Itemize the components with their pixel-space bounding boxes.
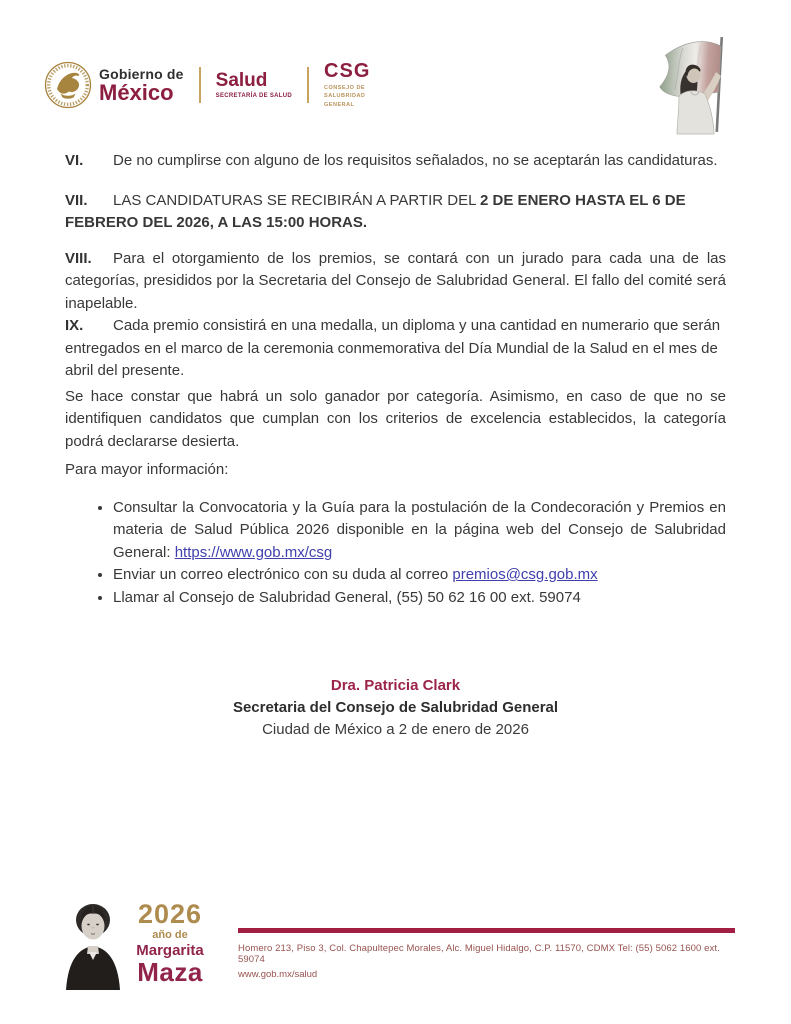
clause-ix-text: Cada premio consistirá en una medalla, un diploma y una cantidad en numerario que serán entregados en el marco de la ceremonia conmemorativa del Día Mundial de la Salud en el mes de abril del presente. [65, 317, 721, 379]
clause-viii-text: Para el otorgamiento de los premios, se contará con un jurado para cada una de las categorías, presididos por la Secretaria del Consejo de Salubridad General. El fallo del comité será inapelable. [65, 249, 726, 312]
clause-ix [65, 315, 726, 383]
gobierno-de-mexico-wordmark [99, 67, 184, 104]
mexico-coat-of-arms-icon [44, 60, 92, 110]
list-item [113, 564, 726, 587]
clause-vi-text: De no cumplirse con alguno de los requisitos señalados, no se aceptarán las candidaturas. [113, 152, 718, 169]
margarita-maza-portrait [58, 896, 128, 990]
bullet-text: Enviar un correo electrónico con su duda al correo [113, 566, 453, 583]
footer-divider-rule [238, 928, 735, 933]
list-item [113, 587, 726, 610]
gob-mx-csg-link[interactable]: https://www.gob.mx/csg [174, 543, 333, 561]
csg-logo [324, 61, 394, 109]
margarita-label: Margarita [136, 942, 204, 959]
footer-contact-block [238, 928, 735, 980]
signature-block [65, 675, 726, 741]
info-bullet-list [65, 497, 726, 610]
logo-divider [307, 67, 309, 103]
clause-ix-numeral: IX. [65, 317, 84, 334]
salud-logo [216, 71, 292, 99]
year-label: 2026 [137, 899, 203, 929]
clause-vi [65, 150, 726, 173]
clause-vii-numeral: VII. [65, 191, 88, 209]
csg-subtitle-line1: CONSEJO DE SALUBRIDAD [324, 85, 366, 100]
more-info-heading: Para mayor información: [65, 461, 229, 478]
gobierno-de-label: Gobierno de [99, 65, 184, 82]
csg-title: CSG [324, 60, 371, 83]
maza-year-logo [128, 901, 212, 985]
bullet-text: Llamar al Consejo de Salubridad General, (55) 50 62 16 00 ext. 59074 [113, 588, 581, 606]
csg-subtitle [324, 84, 394, 109]
clause-vii-text: LAS CANDIDATURAS SE RECIBIRÁN A PARTIR DEL [113, 191, 481, 209]
csg-subtitle-line2: GENERAL [324, 101, 355, 108]
premios-email-link[interactable]: premios@csg.gob.mx [452, 566, 598, 583]
clause-vi-numeral: VI. [65, 152, 84, 169]
clause-vii [65, 190, 726, 235]
clause-vii-deadline: 2 DE ENERO HASTA EL 6 DE FEBRERO DEL 2026, A LAS 15:00 HORAS. [65, 191, 686, 231]
salud-subtitle: SECRETARÍA DE SALUD [215, 93, 293, 99]
signer-title: Secretaria del Consejo de Salubridad General [232, 699, 559, 716]
document-body [65, 150, 726, 741]
clause-viii-numeral: VIII. [65, 249, 92, 267]
woman-with-flag-illustration [651, 34, 747, 136]
year-caption: año de [152, 929, 188, 941]
maza-label: Maza [137, 957, 203, 987]
footer-website: www.gob.mx/salud [238, 969, 318, 980]
logo-divider [199, 67, 201, 103]
list-item [113, 497, 726, 565]
footer-address: Homero 213, Piso 3, Col. Chapultepec Morales, Alc. Miguel Hidalgo, C.P. 11570, CDMX Tel: (55) 5062 1600 ext. 59074 [238, 943, 720, 965]
mexico-label: México [99, 79, 174, 105]
bullet-text: Consultar la Convocatoria y la Guía para la postulación de la Condecoración y Premios en materia de Salud Pública 2026 disponible en la página web del Consejo de Salubridad General: [113, 498, 726, 561]
salud-title: Salud [215, 70, 268, 91]
signature-place-date: Ciudad de México a 2 de enero de 2026 [262, 721, 529, 738]
signer-name: Dra. Patricia Clark [330, 677, 461, 694]
single-winner-paragraph: Se hace constar que habrá un solo ganador por categoría. Asimismo, en caso de que no se identifiquen candidatos que cumplan con los criterios de excelencia establecidos, la categoría podrá declararse desierta. [65, 387, 726, 450]
header [44, 60, 394, 110]
clause-viii [65, 248, 726, 316]
